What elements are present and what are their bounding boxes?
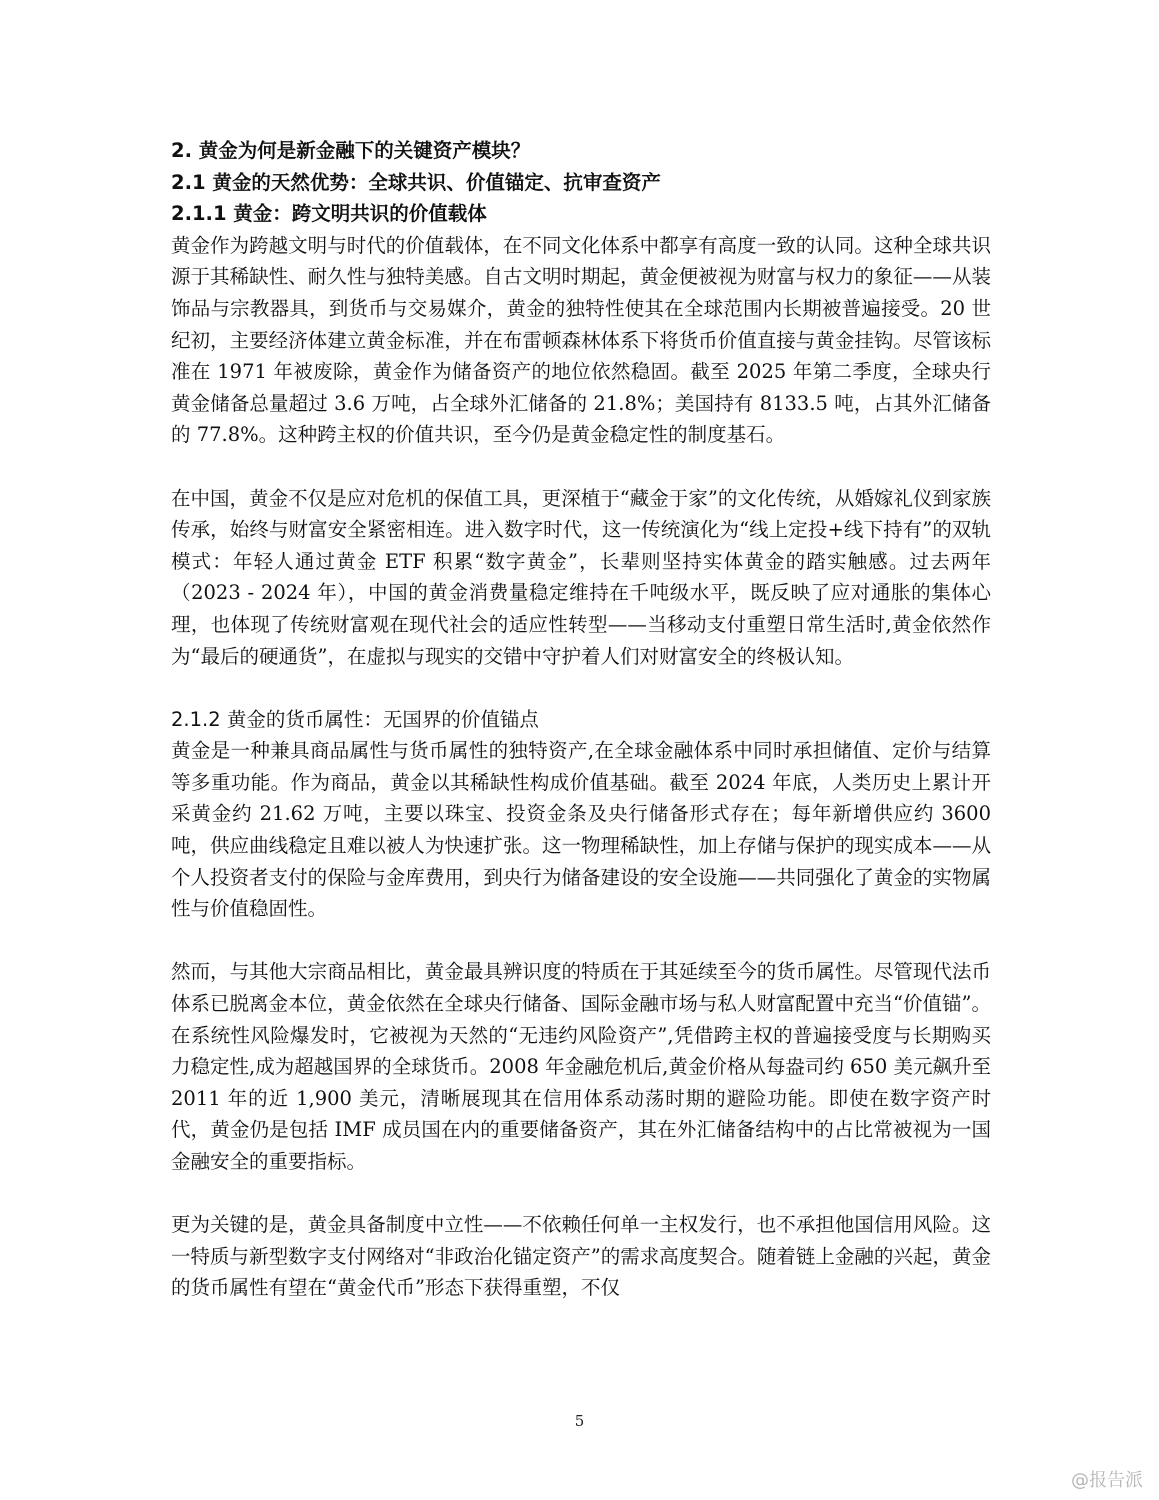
paragraph-spacer: [171, 451, 991, 483]
page-number: 5: [574, 1412, 585, 1430]
paragraph-spacer: [171, 925, 991, 957]
paragraph-monetary: 然而，与其他大宗商品相比，黄金最具辨识度的特质在于其延续至今的货币属性。尽管现代法币体系已脱离金本位，黄金依然在全球央行储备、国际金融市场与私人财富配置中充当“价值锚”。在系统性风险爆发时，它被视为天然的“无违约风险资产”,凭借跨主权的普遍接受度与长期购买力稳定性,成为超越国界的全球货币。2008 年金融危机后,黄金价格从每盎司约 650 美元飙升至 2011 年的近 1,900 美元，清晰展现其在信用体系动荡时期的避险功能。即使在数字资产时代，黄金仍是包括 IMF 成员国在内的重要储备资产，其在外汇储备结构中的占比常被视为一国金融安全的重要指标。: [171, 960, 991, 1173]
watermark: @报告派: [1071, 1470, 1143, 1491]
document-body: [171, 135, 991, 1304]
paragraph-neutrality: 更为关键的是，黄金具备制度中立性——不依赖任何单一主权发行，也不承担他国信用风险。这一特质与新型数字支付网络对“非政治化锚定资产”的需求高度契合。随着链上金融的兴起，黄金的货币属性有望在“黄金代币”形态下获得重塑，不仅: [171, 1213, 991, 1300]
section-heading-2: 2. 黄金为何是新金融下的关键资产模块？: [171, 139, 531, 162]
paragraph-spacer: [171, 1178, 991, 1210]
section-heading-2-1-2: 2.1.2 黄金的货币属性：无国界的价值锚点: [171, 707, 539, 731]
paragraph-commodity: 黄金是一种兼具商品属性与货币属性的独特资产,在全球金融体系中同时承担储值、定价与结算等多重功能。作为商品，黄金以其稀缺性构成价值基础。截至 2024 年底，人类历史上累计开采黄金约 21.62 万吨，主要以珠宝、投资金条及央行储备形式存在；每年新增供应约 3600 吨，供应曲线稳定且难以被人为快速扩张。这一物理稀缺性，加上存储与保护的现实成本——从个人投资者支付的保险与金库费用，到央行为储备建设的安全设施——共同强化了黄金的实物属性与价值稳固性。: [171, 739, 991, 921]
paragraph-spacer: [171, 672, 991, 704]
paragraph-consensus: 黄金作为跨越文明与时代的价值载体，在不同文化体系中都享有高度一致的认同。这种全球共识源于其稀缺性、耐久性与独特美感。自古文明时期起，黄金便被视为财富与权力的象征——从装饰品与宗教器具，到货币与交易媒介，黄金的独特性使其在全球范围内长期被普遍接受。20 世纪初，主要经济体建立黄金标准，并在布雷顿森林体系下将货币价值直接与黄金挂钩。尽管该标准在 1971 年被废除，黄金作为储备资产的地位依然稳固。截至 2025 年第二季度，全球央行黄金储备总量超过 3.6 万吨，占全球外汇储备的 21.8%；美国持有 8133.5 吨，占其外汇储备的 77.8%。这种跨主权的价值共识，至今仍是黄金稳定性的制度基石。: [171, 233, 991, 447]
section-heading-2-1: 2.1 黄金的天然优势：全球共识、价值锚定、抗审查资产: [171, 170, 661, 194]
section-heading-2-1-1: 2.1.1 黄金：跨文明共识的价值载体: [171, 202, 487, 226]
paragraph-china: 在中国，黄金不仅是应对危机的保值工具，更深植于“藏金于家”的文化传统，从婚嫁礼仪到家族传承，始终与财富安全紧密相连。进入数字时代，这一传统演化为“线上定投+线下持有”的双轨模式：年轻人通过黄金 ETF 积累“数字黄金”，长辈则坚持实体黄金的踏实触感。过去两年（2023 - 2024 年），中国的黄金消费量稳定维持在千吨级水平，既反映了应对通胀的集体心理，也体现了传统财富观在现代社会的适应性转型——当移动支付重塑日常生活时,黄金依然作为“最后的硬通货”，在虚拟与现实的交错中守护着人们对财富安全的终极认知。: [171, 486, 991, 668]
